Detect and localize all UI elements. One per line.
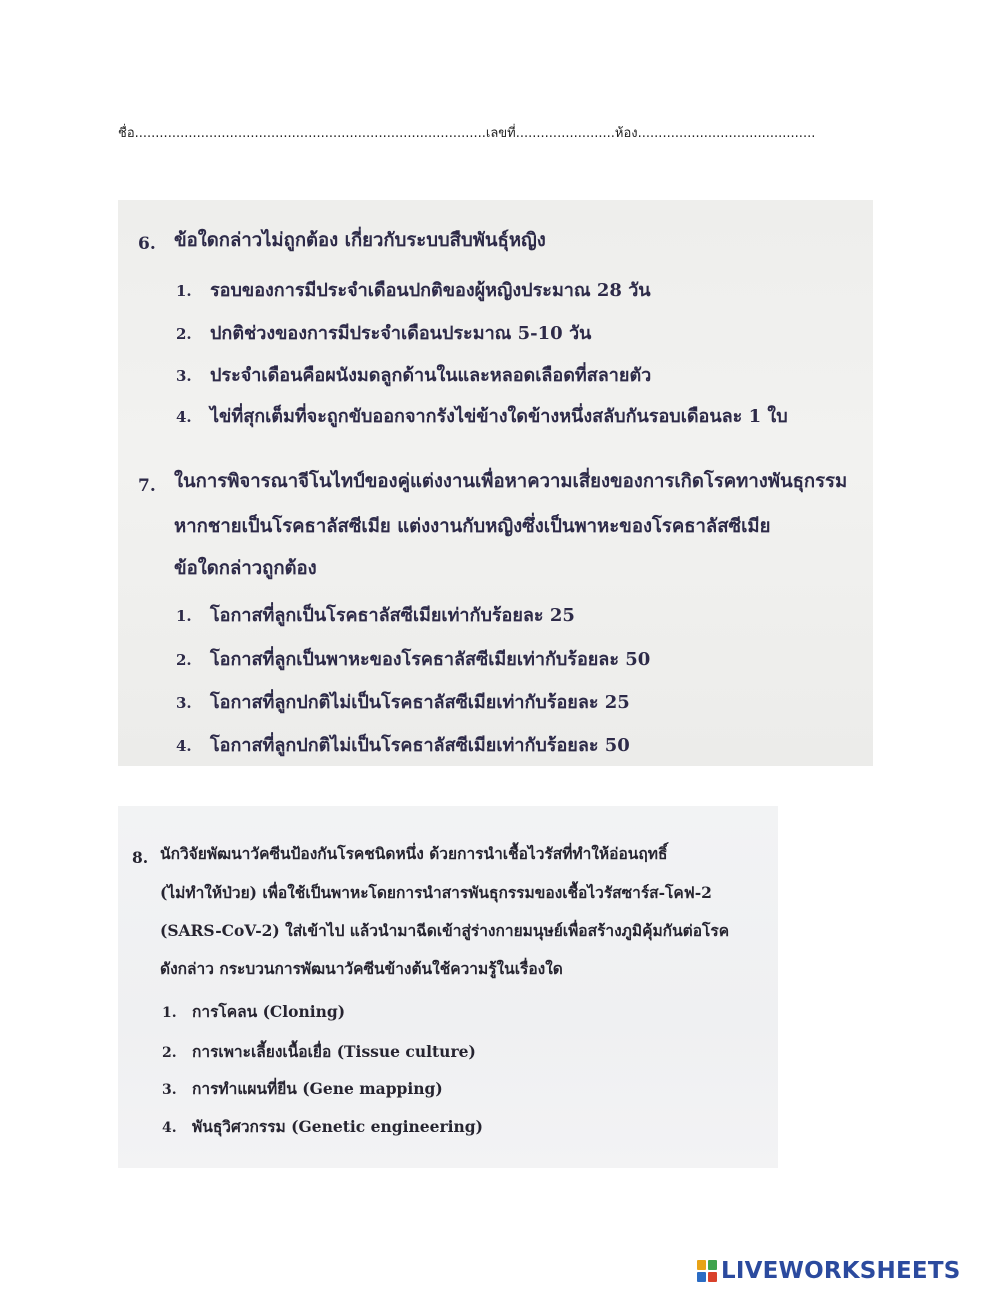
question-8-stem-line-3: (SARS-CoV-2) ใส่เข้าไป แล้วนำมาฉีดเข้าสู่ร่างกายมนุษย์เพื่อสร้างภูมิคุ้มกันต่อโรค	[160, 921, 730, 940]
question-8-option-4: 4. พันธุวิศวกรรม (Genetic engineering)	[162, 1117, 483, 1136]
liveworksheets-logo	[697, 1256, 960, 1286]
question-8-option-2: 2. การเพาะเลี้ยงเนื้อเยื่อ (Tissue culture)	[162, 1042, 476, 1061]
scanned-question-8	[118, 806, 778, 1168]
question-7-stem-line-3: ข้อใดกล่าวถูกต้อง	[174, 558, 317, 579]
question-7-option-1: 1. โอกาสที่ลูกเป็นโรคธาลัสซีเมียเท่ากับร้อยละ 25	[176, 605, 575, 626]
question-8-number: 8.	[132, 848, 149, 867]
scanned-questions-6-7	[118, 200, 873, 766]
question-6-option-1: 1. รอบของการมีประจำเดือนปกติของผู้หญิงประมาณ 28 วัน	[176, 280, 651, 301]
liveworksheets-logo-text: LIVEWORKSHEETS	[721, 1258, 961, 1284]
question-6-stem: ข้อใดกล่าวไม่ถูกต้อง เกี่ยวกับระบบสืบพันธุ์หญิง	[174, 230, 546, 251]
question-6-option-2: 2. ปกติช่วงของการมีประจำเดือนประมาณ 5-10 วัน	[176, 323, 592, 344]
student-info-line: ชื่อ.....................................................................................เลขที่........................ห้อง...........................................	[118, 126, 816, 141]
question-7-option-4: 4. โอกาสที่ลูกปกติไม่เป็นโรคธาลัสซีเมียเท่ากับร้อยละ 50	[176, 735, 630, 756]
question-7-stem-line-2: หากชายเป็นโรคธาลัสซีเมีย แต่งงานกับหญิงซึ่งเป็นพาหะของโรคธาลัสซีเมีย	[174, 516, 771, 537]
question-8-stem-line-4: ดังกล่าว กระบวนการพัฒนาวัคซีนข้างต้นใช้ความรู้ในเรื่องใด	[160, 959, 563, 978]
question-8-option-3: 3. การทำแผนที่ยีน (Gene mapping)	[162, 1079, 443, 1098]
question-8-option-1: 1. การโคลน (Cloning)	[162, 1002, 346, 1021]
question-7-number: 7.	[138, 476, 156, 496]
question-6-number: 6.	[138, 234, 156, 254]
question-7-stem-line-1: ในการพิจารณาจีโนไทป์ของคู่แต่งงานเพื่อหาความเสี่ยงของการเกิดโรคทางพันธุกรรม	[174, 471, 848, 492]
question-6-option-4: 4. ไข่ที่สุกเต็มที่จะถูกขับออกจากรังไข่ข้างใดข้างหนึ่งสลับกันรอบเดือนละ 1 ใบ	[176, 406, 788, 427]
question-8-stem-line-2: (ไม่ทำให้ป่วย) เพื่อใช้เป็นพาหะโดยการนำสารพันธุกรรมของเชื้อไวรัสซาร์ส-โคฟ-2	[160, 883, 712, 902]
question-7-option-3: 3. โอกาสที่ลูกปกติไม่เป็นโรคธาลัสซีเมียเท่ากับร้อยละ 25	[176, 692, 630, 713]
question-7-option-2: 2. โอกาสที่ลูกเป็นพาหะของโรคธาลัสซีเมียเท่ากับร้อยละ 50	[176, 649, 651, 670]
liveworksheets-logo-icon	[697, 1260, 717, 1282]
question-8-stem-line-1: นักวิจัยพัฒนาวัคซีนป้องกันโรคชนิดหนึ่ง ด้วยการนำเชื้อไวรัสที่ทำให้อ่อนฤทธิ์	[160, 844, 668, 863]
question-6-option-3: 3. ประจำเดือนคือผนังมดลูกด้านในและหลอดเลือดที่สลายตัว	[176, 365, 652, 386]
